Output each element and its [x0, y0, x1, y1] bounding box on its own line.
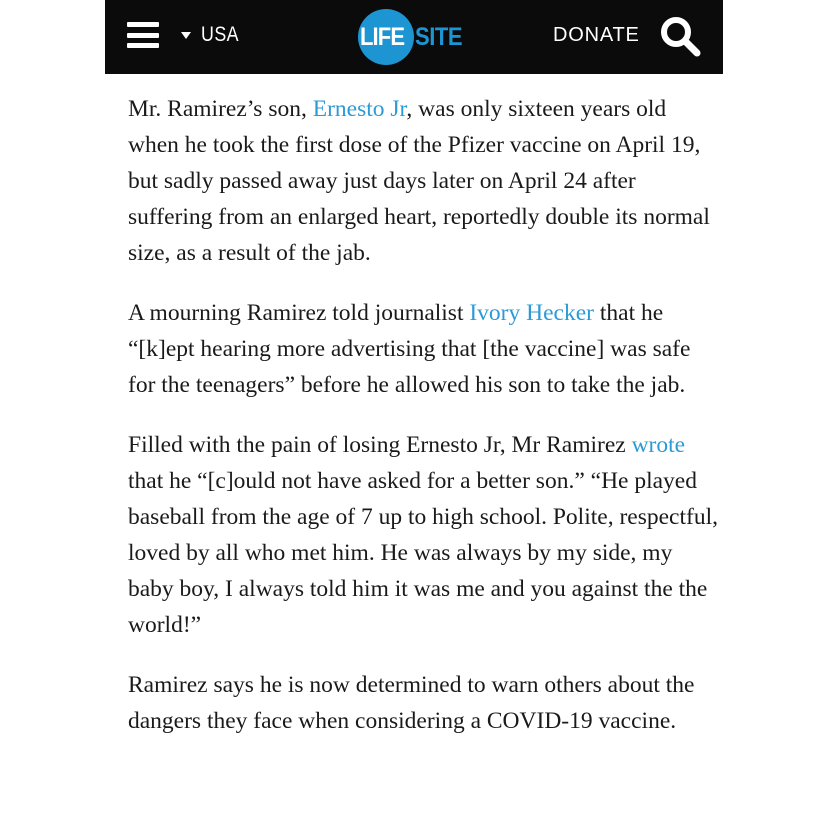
article-text: Mr. Ramirez’s son, — [128, 96, 313, 122]
search-icon[interactable] — [659, 15, 701, 57]
article-text: Ramirez says he is now determined to warn others about the dangers they face when considering a COVID-19 vaccine. — [128, 672, 695, 734]
article-paragraph — [128, 295, 718, 403]
article-text: Filled with the pain of losing Ernesto Jr, Mr Ramirez — [128, 432, 632, 458]
article-text: , was only sixteen years old when he took the first dose of the Pfizer vaccine on April 19, but sadly passed away just days later on April 24 after suffering from an enlarged heart, reportedly double its normal size, as a result of the jab. — [128, 96, 710, 266]
article-text: that he “[c]ould not have asked for a better son.” “He played baseball from the age of 7 up to high school. Polite, respectful, loved by all who met him. He was always by my side, my baby boy, I always told him it was me and you against the the world!” — [128, 468, 718, 638]
article-link[interactable]: Ernesto Jr — [312, 96, 407, 122]
article-paragraph — [128, 667, 718, 739]
region-selector[interactable] — [181, 22, 246, 48]
article-body — [128, 91, 718, 763]
site-header — [105, 0, 723, 74]
article-paragraph — [128, 91, 718, 271]
article-link[interactable]: wrote — [631, 432, 686, 458]
article-text: A mourning Ramirez told journalist — [128, 300, 470, 326]
site-logo[interactable] — [358, 9, 469, 65]
logo-circle — [358, 9, 414, 65]
region-label: USA — [201, 23, 239, 46]
article-link[interactable]: Ivory Hecker — [469, 300, 594, 326]
donate-link[interactable]: DONATE — [553, 24, 640, 46]
menu-icon[interactable] — [127, 22, 159, 48]
article-paragraph — [128, 427, 718, 643]
article-text: that he “[k]ept hearing more advertising that [the vaccine] was safe for the teenagers” before he allowed his son to take the jab. — [128, 300, 691, 398]
caret-down-icon — [181, 32, 191, 39]
logo-site-text: SITE — [415, 22, 463, 51]
logo-life-text: LIFE — [360, 22, 405, 51]
